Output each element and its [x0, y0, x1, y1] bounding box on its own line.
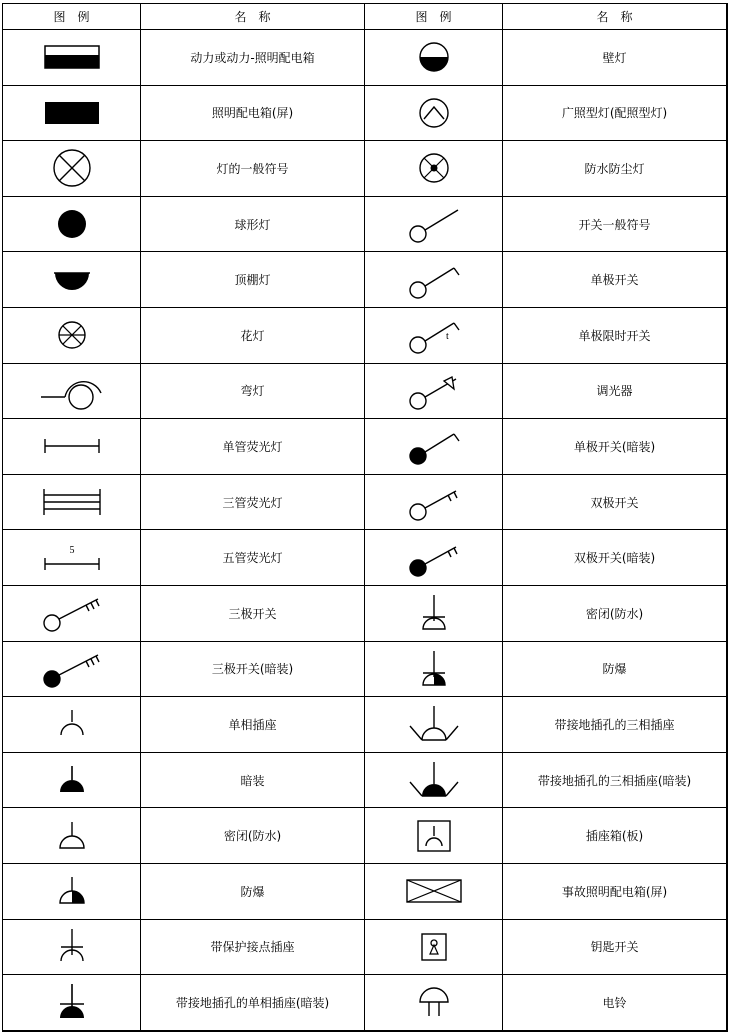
table-row: [365, 585, 727, 641]
table-row: [3, 196, 365, 252]
socket-concealed-icon: [52, 760, 92, 800]
header-name: 名 称: [141, 4, 365, 30]
name-cell: 带接地插孔的三相插座(暗装): [503, 752, 727, 808]
name-cell: 调光器: [503, 363, 727, 419]
name-cell: 三管荧光灯: [141, 474, 365, 530]
table-row: [3, 975, 365, 1031]
name-cell: 花灯: [141, 307, 365, 363]
symbol-cell: [365, 196, 503, 252]
three-pole-switch-concealed-icon: [40, 649, 104, 689]
symbol-cell: [3, 141, 141, 197]
symbol-cell: [365, 141, 503, 197]
table-row: [365, 975, 727, 1031]
symbol-cell: [365, 697, 503, 753]
symbol-cell: [3, 530, 141, 586]
symbol-cell: [365, 975, 503, 1031]
name-cell: 电铃: [503, 975, 727, 1031]
name-cell: 钥匙开关: [503, 919, 727, 975]
wall-lamp-icon: [414, 37, 454, 77]
double-pole-switch-icon: [404, 482, 464, 522]
symbol-cell: [3, 752, 141, 808]
table-row: [3, 697, 365, 753]
name-cell: 密闭(防水): [503, 585, 727, 641]
name-cell: 单管荧光灯: [141, 419, 365, 475]
table-row: [365, 196, 727, 252]
single-phase-socket-icon: [52, 704, 92, 744]
name-cell: 插座箱(板): [503, 808, 727, 864]
name-cell: 防爆: [141, 863, 365, 919]
table-row: [3, 363, 365, 419]
tube-count-label: 5: [69, 544, 74, 556]
symbol-cell: [365, 30, 503, 86]
socket-single-phase-earthed-concealed-icon: [52, 980, 92, 1024]
socket-explosion-proof-icon: [52, 871, 92, 911]
name-cell: 广照型灯(配照型灯): [503, 85, 727, 141]
symbol-cell: [365, 85, 503, 141]
switch-general-symbol-icon: [404, 204, 464, 244]
name-cell: 三极开关(暗装): [141, 641, 365, 697]
symbol-cell: [3, 85, 141, 141]
socket-sealed-icon: [52, 816, 92, 856]
legend-table-right: [364, 3, 727, 1031]
symbol-cell: [3, 863, 141, 919]
name-cell: 密闭(防水): [141, 808, 365, 864]
symbol-cell: [365, 752, 503, 808]
three-phase-socket-earthed-concealed-icon: [404, 758, 464, 802]
table-row: [365, 30, 727, 86]
name-cell: 壁灯: [503, 30, 727, 86]
table-row: [3, 919, 365, 975]
table-row: [365, 530, 727, 586]
symbol-cell: [365, 307, 503, 363]
table-row: [365, 919, 727, 975]
table-row: [3, 307, 365, 363]
symbol-cell: [3, 419, 141, 475]
electric-bell-icon: [414, 982, 454, 1022]
header-symbol: 图 例: [3, 4, 141, 30]
symbol-cell: [3, 641, 141, 697]
table-row: [365, 85, 727, 141]
socket-box-icon: [414, 818, 454, 854]
dimmer-icon: [404, 371, 464, 411]
symbol-cell: [365, 474, 503, 530]
table-row: [365, 363, 727, 419]
name-cell: 防水防尘灯: [503, 141, 727, 197]
name-cell: 顶棚灯: [141, 252, 365, 308]
name-cell: 单相插座: [141, 697, 365, 753]
table-row: [365, 808, 727, 864]
symbol-cell: [3, 474, 141, 530]
name-cell: 三极开关: [141, 585, 365, 641]
symbol-cell: [365, 363, 503, 419]
table-row: [3, 141, 365, 197]
single-pole-switch-concealed-icon: [404, 426, 464, 466]
emergency-lighting-box-icon: [404, 876, 464, 906]
name-cell: 单极限时开关: [503, 307, 727, 363]
name-cell: 带保护接点插座: [141, 919, 365, 975]
table-row: [365, 419, 727, 475]
symbol-cell: [365, 863, 503, 919]
name-cell: 开关一般符号: [503, 196, 727, 252]
flower-lamp-icon: [54, 317, 90, 353]
wide-beam-lamp-icon: [414, 93, 454, 133]
name-cell: 单极开关(暗装): [503, 419, 727, 475]
name-cell: 单极开关: [503, 252, 727, 308]
socket-with-protective-contact-icon: [52, 925, 92, 969]
table-row: [3, 641, 365, 697]
table-row: [3, 752, 365, 808]
single-pole-switch-icon: [404, 260, 464, 300]
key-switch-icon: [417, 930, 451, 964]
symbol-cell: [365, 808, 503, 864]
ceiling-lamp-icon: [50, 265, 94, 295]
name-cell: 带接地插孔的三相插座: [503, 697, 727, 753]
table-row: [3, 85, 365, 141]
name-cell: 双极开关(暗装): [503, 530, 727, 586]
ball-lamp-icon: [52, 204, 92, 244]
lighting-distribution-box-icon: [42, 98, 102, 128]
table-row: [365, 252, 727, 308]
symbol-cell: [3, 252, 141, 308]
triple-tube-fluorescent-icon: [40, 486, 104, 518]
table-row: [3, 530, 365, 586]
symbol-cell: [3, 585, 141, 641]
table-row: [365, 752, 727, 808]
table-row: [3, 585, 365, 641]
symbol-cell: [3, 808, 141, 864]
waterproof-dustproof-lamp-icon: [414, 148, 454, 188]
table-row: [365, 863, 727, 919]
table-row: [3, 474, 365, 530]
name-cell: 五管荧光灯: [141, 530, 365, 586]
name-cell: 球形灯: [141, 196, 365, 252]
single-pole-time-limit-switch-icon: [404, 315, 464, 355]
symbol-cell: [3, 307, 141, 363]
symbol-cell: [365, 252, 503, 308]
header-row: [365, 4, 727, 30]
sealed-waterproof-icon: [414, 591, 454, 635]
lamp-general-symbol-icon: [50, 146, 94, 190]
symbol-cell: [365, 641, 503, 697]
table-row: [3, 252, 365, 308]
name-cell: 暗装: [141, 752, 365, 808]
symbol-cell: [3, 919, 141, 975]
symbol-cell: [3, 196, 141, 252]
double-pole-switch-concealed-icon: [404, 538, 464, 578]
symbol-cell: [365, 530, 503, 586]
time-limit-label: t: [445, 331, 449, 343]
bent-lamp-icon: [37, 371, 107, 411]
power-lighting-distribution-box-icon: [42, 42, 102, 72]
table-row: [365, 697, 727, 753]
symbol-cell: [365, 585, 503, 641]
table-row: [365, 641, 727, 697]
name-cell: 动力或动力-照明配电箱: [141, 30, 365, 86]
header-name: 名 称: [503, 4, 727, 30]
symbol-cell: [365, 919, 503, 975]
legend-table-left: [2, 3, 365, 1031]
table-row: [365, 474, 727, 530]
header-row: [3, 4, 365, 30]
table-row: [3, 30, 365, 86]
name-cell: 照明配电箱(屏): [141, 85, 365, 141]
single-tube-fluorescent-icon: [41, 434, 103, 458]
symbol-cell: [365, 419, 503, 475]
header-symbol: 图 例: [365, 4, 503, 30]
name-cell: 双极开关: [503, 474, 727, 530]
five-tube-fluorescent-icon: [41, 543, 103, 573]
symbol-cell: [3, 697, 141, 753]
table-row: [3, 808, 365, 864]
three-pole-switch-icon: [40, 593, 104, 633]
table-row: [365, 141, 727, 197]
symbol-cell: [3, 30, 141, 86]
name-cell: 灯的一般符号: [141, 141, 365, 197]
table-row: [3, 863, 365, 919]
table-row: [365, 307, 727, 363]
symbol-cell: [3, 363, 141, 419]
explosion-proof-icon: [414, 647, 454, 691]
name-cell: 事故照明配电箱(屏): [503, 863, 727, 919]
name-cell: 防爆: [503, 641, 727, 697]
three-phase-socket-earthed-icon: [404, 702, 464, 746]
name-cell: 带接地插孔的单相插座(暗装): [141, 975, 365, 1031]
symbol-cell: [3, 975, 141, 1031]
name-cell: 弯灯: [141, 363, 365, 419]
table-row: [3, 419, 365, 475]
